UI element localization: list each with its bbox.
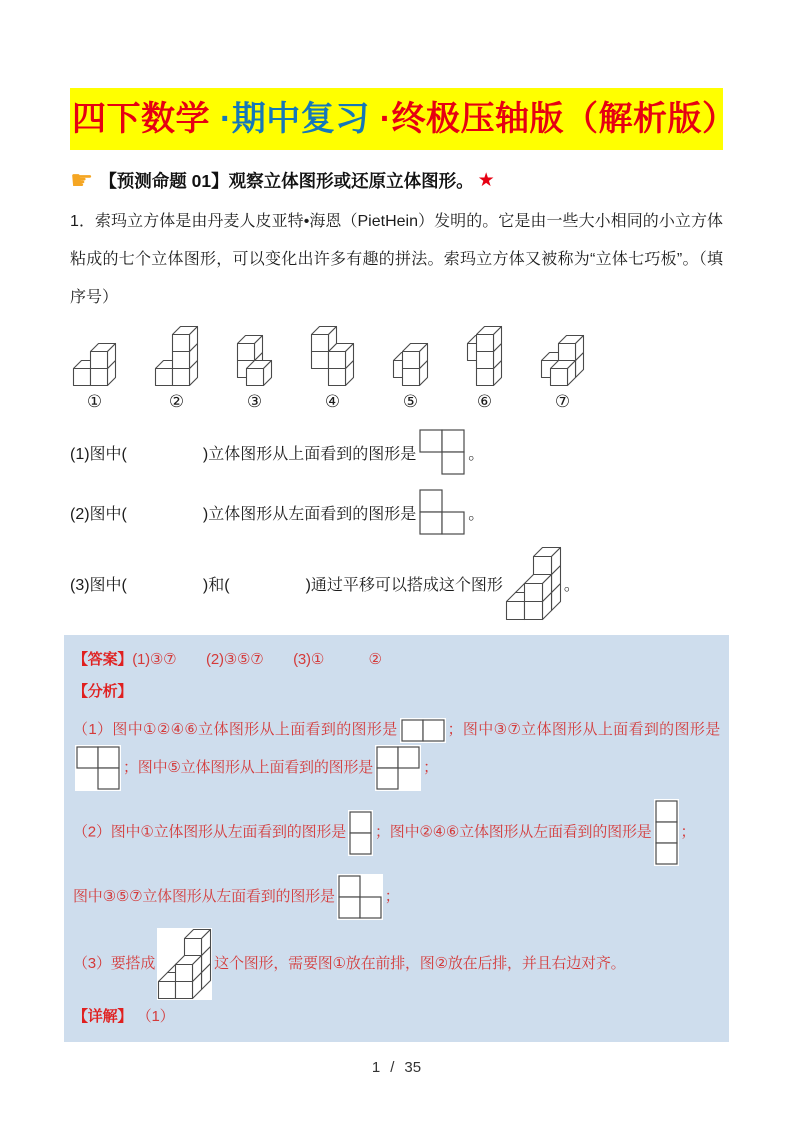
page-footer (0, 1059, 793, 1076)
answer-values: (1)③⑦ (2)③⑤⑦ (3)① ② (132, 651, 382, 668)
title-part-edition: ·终极压轴版（解析版） (369, 100, 737, 138)
subq1-period: 。 (468, 445, 485, 463)
analysis1-text-3: ；图中⑤立体图形从上面看到的图形是 (123, 758, 374, 776)
sub-question-1 (70, 428, 723, 476)
solid-figure (154, 325, 199, 412)
analysis1-top-view-37 (75, 745, 121, 791)
detail-label: 【详解】 (73, 1008, 133, 1025)
current-page-number: 1 (371, 1059, 381, 1076)
solid-figure (310, 325, 355, 412)
subq2-text: )立体图形从左面看到的图形是 (202, 505, 417, 523)
subq2-left-view-shape (418, 488, 466, 536)
analysis2-left-view-1 (348, 810, 373, 856)
title-part-grade: 四下数学 (72, 100, 210, 138)
sub-question-3 (70, 546, 723, 621)
analysis4-staircase-figure (157, 928, 212, 1000)
subq1-top-view-shape (418, 428, 466, 476)
page-content (0, 88, 793, 1042)
analysis1-top-view-1246 (400, 718, 446, 743)
analysis-paragraph-2 (73, 799, 720, 866)
question-text: 1．索玛立方体是由丹麦人皮亚特•海恩（PietHein）发明的。它是由一些大小相同的小立方体粘成的七个立体图形，可以变化出许多有趣的拼法。索玛立方体又被称为“立体七巧板”。（填序号） (70, 213, 723, 306)
solid-figures-row (70, 325, 723, 412)
solid-figure (72, 342, 117, 412)
analysis-label-line (73, 677, 720, 707)
total-pages: 35 (404, 1059, 422, 1076)
subq3-staircase-figure (505, 546, 562, 621)
answer-label: 【答案】 (73, 651, 133, 668)
subq3-text-2: )通过平移可以搭成这个图形 (305, 577, 503, 594)
analysis1-text-1: （1）图中①②④⑥立体图形从上面看到的图形是 (73, 721, 398, 738)
subq3-period: 。 (563, 577, 580, 594)
figure-label: ④ (324, 392, 341, 411)
analysis1-text-2: ；图中③⑦立体图形从上面看到的图形是 (447, 721, 720, 738)
detail-line (73, 1002, 720, 1032)
solid-figure (392, 342, 429, 412)
page-separator: / (390, 1059, 395, 1076)
analysis-paragraph-1 (73, 715, 720, 791)
sub-question-2 (70, 488, 723, 536)
answer-analysis-box (64, 635, 729, 1042)
analysis-paragraph-4 (73, 928, 720, 1000)
figure-label: ⑥ (476, 392, 493, 411)
analysis2-left-view-246 (654, 799, 679, 866)
figure-label: ⑦ (554, 392, 571, 411)
analysis1-top-view-5 (375, 745, 421, 791)
subq3-prefix: (3)图中( (70, 577, 127, 594)
subq2-prefix: (2)图中( (70, 505, 127, 523)
analysis3-text-1: 图中③⑤⑦立体图形从左面看到的图形是 (73, 887, 335, 905)
answer-line (73, 645, 720, 675)
solid-figure (236, 334, 273, 412)
analysis3-end: ； (384, 887, 400, 905)
analysis1-end: ； (423, 758, 438, 776)
solid-figure (540, 334, 585, 412)
analysis2-end: ； (680, 823, 696, 841)
figure-label: ③ (246, 392, 263, 411)
pointing-hand-icon: ☛ (70, 165, 94, 195)
analysis2-text-2: ；图中②④⑥立体图形从左面看到的图形是 (375, 823, 652, 841)
section-title: 【预测命题 01】观察立体图形或还原立体图形。 (99, 170, 474, 191)
analysis4-text-2: 这个图形，需要图①放在前排，图②放在后排，并且右边对齐。 (214, 954, 626, 972)
figure-label: ⑤ (402, 392, 419, 411)
analysis2-text-1: （2）图中①立体图形从左面看到的图形是 (73, 823, 346, 841)
subq1-text: )立体图形从上面看到的图形是 (202, 445, 417, 463)
figure-label: ① (86, 392, 103, 411)
analysis3-left-view-357 (337, 874, 383, 920)
analysis4-text-1: （3）要搭成 (73, 954, 156, 972)
analysis-label: 【分析】 (73, 683, 133, 700)
subq2-period: 。 (468, 505, 485, 523)
document-title (70, 88, 737, 150)
detail-text: （1） (144, 1008, 175, 1025)
title-part-review: ·期中复习 (210, 100, 370, 138)
analysis-paragraph-3 (73, 874, 720, 920)
figure-label: ② (168, 392, 185, 411)
solid-figure (466, 325, 503, 412)
subq1-prefix: (1)图中( (70, 445, 127, 463)
subq3-text-1: )和( (202, 577, 230, 594)
star-icon: ★ (477, 169, 495, 191)
section-header (70, 167, 723, 193)
